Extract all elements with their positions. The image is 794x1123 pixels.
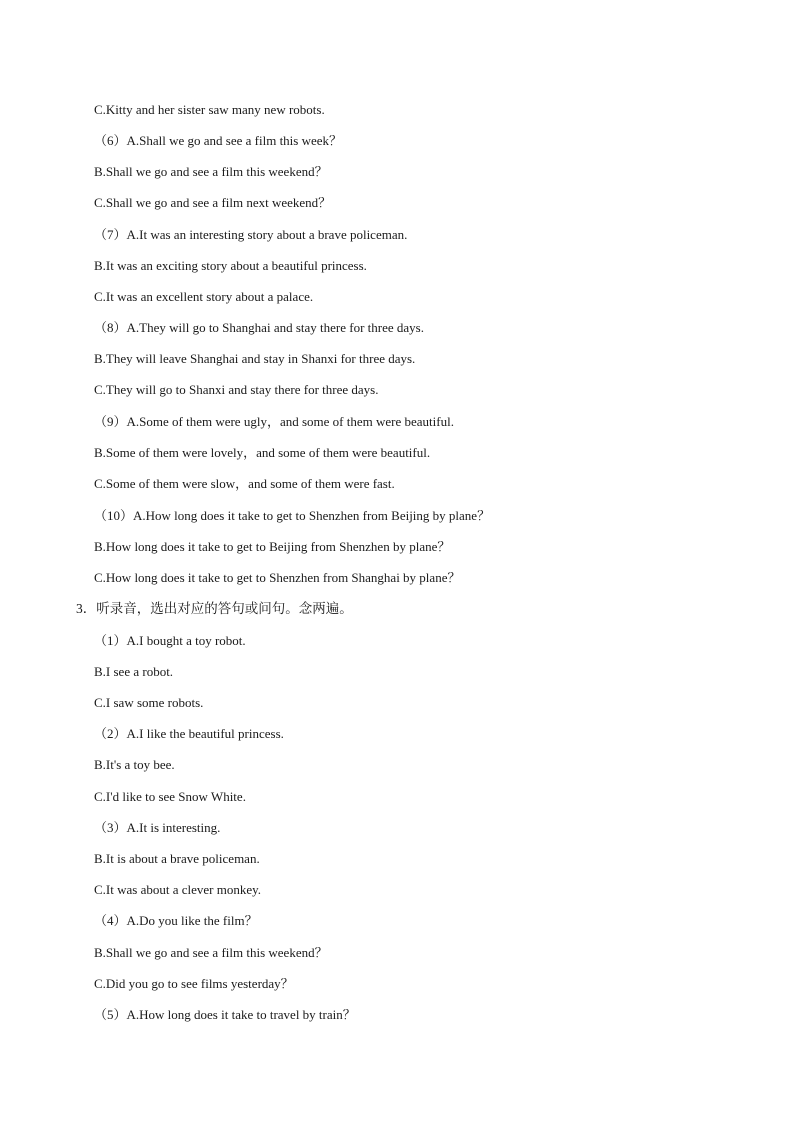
section-3-question-3-option-b: B.It is about a brave policeman. <box>94 851 260 866</box>
question-8-option-a: （8）A.They will go to Shanghai and stay there for three days. <box>94 320 424 335</box>
section-3-question-3-option-a: （3）A.It is interesting. <box>94 820 221 835</box>
section-3-question-2-option-c: C.I'd like to see Snow White. <box>94 789 246 804</box>
section-3-question-2-option-b: B.It's a toy bee. <box>94 757 175 772</box>
section-3-question-1-option-a: （1）A.I bought a toy robot. <box>94 633 246 648</box>
section-3-question-4-option-c: C.Did you go to see films yesterday？ <box>94 976 294 991</box>
question-7-option-c: C.It was an excellent story about a palace. <box>94 289 314 304</box>
question-8-option-c: C.They will go to Shanxi and stay there for three days. <box>94 382 379 397</box>
section-3-question-5-option-a: （5）A.How long does it take to travel by train？ <box>94 1007 356 1022</box>
question-8-option-b: B.They will leave Shanghai and stay in Shanxi for three days. <box>94 351 416 366</box>
section-3-heading: 3．听录音，选出对应的答句或问句。念两遍。 <box>76 601 353 616</box>
question-9-option-a: （9）A.Some of them were ugly，and some of them were beautiful. <box>94 414 454 429</box>
section-3-question-2-option-a: （2）A.I like the beautiful princess. <box>94 726 284 741</box>
section-3-question-1-option-b: B.I see a robot. <box>94 664 174 679</box>
question-9-option-b: B.Some of them were lovely，and some of them were beautiful. <box>94 445 431 460</box>
question-10-option-c: C.How long does it take to get to Shenzhen from Shanghai by plane？ <box>94 570 461 585</box>
section-3-question-3-option-c: C.It was about a clever monkey. <box>94 882 262 897</box>
option-5c: C.Kitty and her sister saw many new robots. <box>94 102 325 117</box>
section-3-question-4-option-b: B.Shall we go and see a film this weekend？ <box>94 945 328 960</box>
question-6-option-a: （6）A.Shall we go and see a film this week？ <box>94 133 343 148</box>
section-3-question-1-option-c: C.I saw some robots. <box>94 695 204 710</box>
section-3-question-4-option-a: （4）A.Do you like the film？ <box>94 913 258 928</box>
question-9-option-c: C.Some of them were slow，and some of them were fast. <box>94 476 395 491</box>
question-7-option-a: （7）A.It was an interesting story about a brave policeman. <box>94 227 408 242</box>
question-6-option-b: B.Shall we go and see a film this weekend？ <box>94 164 328 179</box>
question-10-option-a: （10）A.How long does it take to get to Shenzhen from Beijing by plane？ <box>94 508 491 523</box>
question-6-option-c: C.Shall we go and see a film next weekend？ <box>94 195 332 210</box>
question-10-option-b: B.How long does it take to get to Beijing from Shenzhen by plane？ <box>94 539 451 554</box>
question-7-option-b: B.It was an exciting story about a beautiful princess. <box>94 258 367 273</box>
